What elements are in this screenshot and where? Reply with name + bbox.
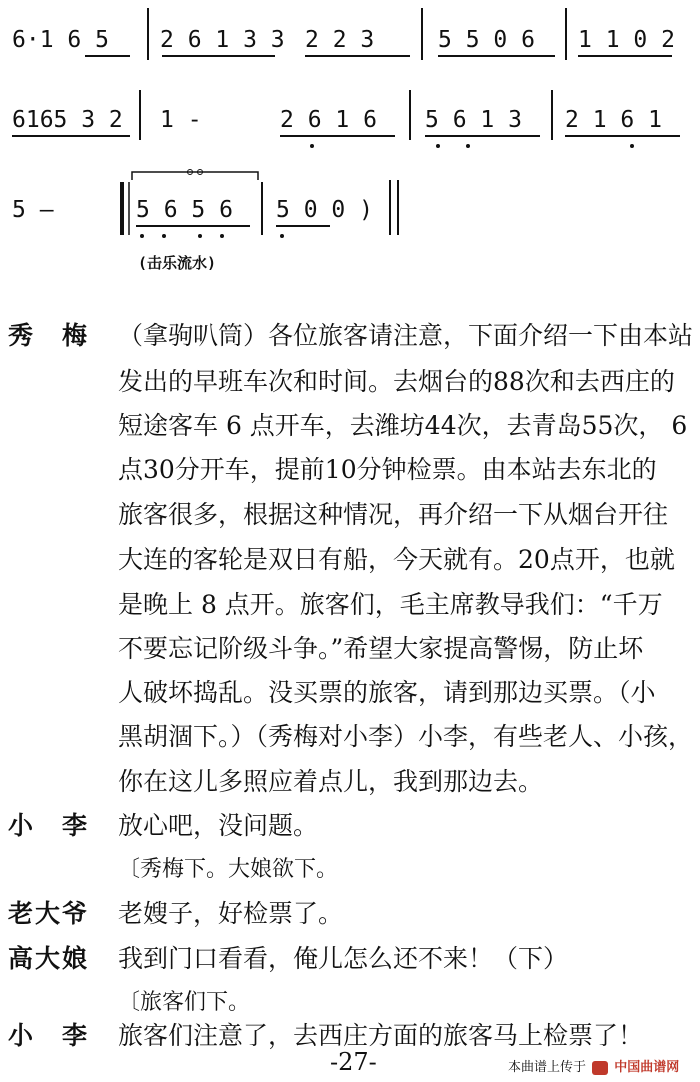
low-octave-dot — [466, 144, 470, 148]
score-measure: 5 — — [12, 197, 54, 223]
source-credit — [508, 1056, 679, 1075]
score-measure: 1 - — [160, 107, 202, 133]
line-text: 老嫂子，好检票了。 — [118, 899, 344, 928]
site-logo-icon — [592, 1061, 608, 1075]
score-measure: 2 6 1 3 3 — [160, 27, 285, 53]
page-number: -27- — [330, 1048, 377, 1076]
line-text: （拿驹叭筒）各位旅客请注意，下面介绍一下由本站 — [118, 321, 694, 350]
line-text: 点30分开车，提前10分钟检票。由本站去东北的 — [118, 455, 657, 484]
low-octave-dot — [310, 144, 314, 148]
score-measure: 5 0 0 ) — [276, 197, 373, 223]
low-octave-dot — [630, 144, 634, 148]
line-text: 我到门口看看，俺儿怎么还不来！（下） — [118, 944, 569, 973]
score-measure: 6·1 6 5 — [12, 27, 109, 53]
low-octave-dot — [162, 234, 166, 238]
score-measure: 5 6 1 3 — [425, 107, 522, 133]
low-octave-dot — [220, 234, 224, 238]
line-text: 是晚上 8 点开。旅客们，毛主席教导我们：“千万 — [118, 590, 663, 619]
low-octave-dot — [140, 234, 144, 238]
speaker-name: 小 李 — [8, 1021, 90, 1050]
low-octave-dot — [436, 144, 440, 148]
line-text: 你在这儿多照应着点儿，我到那边去。 — [118, 767, 544, 796]
line-text: 旅客们注意了，去西庄方面的旅客马上检票了！ — [118, 1021, 644, 1050]
line-text: 人破坏捣乱。没买票的旅客，请到那边买票。（小 — [118, 678, 656, 707]
speaker-name: 高大娘 — [8, 944, 90, 973]
line-text: 大连的客轮是双日有船，今天就有。20点开，也就 — [118, 545, 675, 574]
score-measure: 1 1 0 2 — [578, 27, 675, 53]
line-text: 旅客很多，根据这种情况，再介绍一下从烟台开往 — [118, 500, 669, 529]
line-text: 放心吧，没问题。 — [118, 811, 319, 840]
page-footer — [0, 1040, 700, 1082]
score-performance-note: (击乐流水) — [138, 254, 217, 272]
score-measure: 6165 3 2 — [12, 107, 123, 133]
score-measure: 5 6 5 6 — [136, 197, 233, 223]
stage-direction-text: 〔旅客们下。 — [118, 990, 251, 1015]
score-measure: 2 1 6 1 — [565, 107, 662, 133]
speaker-name: 小 李 — [8, 811, 90, 840]
line-text: 不要忘记阶级斗争。”希望大家提高警惕，防止坏 — [118, 634, 644, 663]
music-score — [0, 0, 700, 290]
credit-brand: 中国曲谱网 — [614, 1060, 680, 1075]
repeat-bracket — [132, 172, 258, 180]
score-measure: 2 2 3 — [305, 27, 375, 53]
stage-direction-text: 〔秀梅下。大娘欲下。 — [118, 857, 339, 882]
line-text: 短途客车 6 点开车，去潍坊44次，去青岛55次， 6 — [118, 411, 688, 440]
score-measure: 2 6 1 6 — [280, 107, 377, 133]
speaker-name: 老大爷 — [8, 899, 90, 928]
speaker-name: 秀 梅 — [8, 321, 90, 350]
low-octave-dot — [280, 234, 284, 238]
score-measure: 5 5 0 6 — [438, 27, 535, 53]
line-text: 发出的早班车次和时间。去烟台的88次和去西庄的 — [118, 367, 675, 396]
low-octave-dot — [198, 234, 202, 238]
line-text: 黑胡涸下。）（秀梅对小李）小李，有些老人、小孩， — [118, 722, 694, 751]
credit-prefix: 本曲谱上传于 — [508, 1060, 587, 1075]
